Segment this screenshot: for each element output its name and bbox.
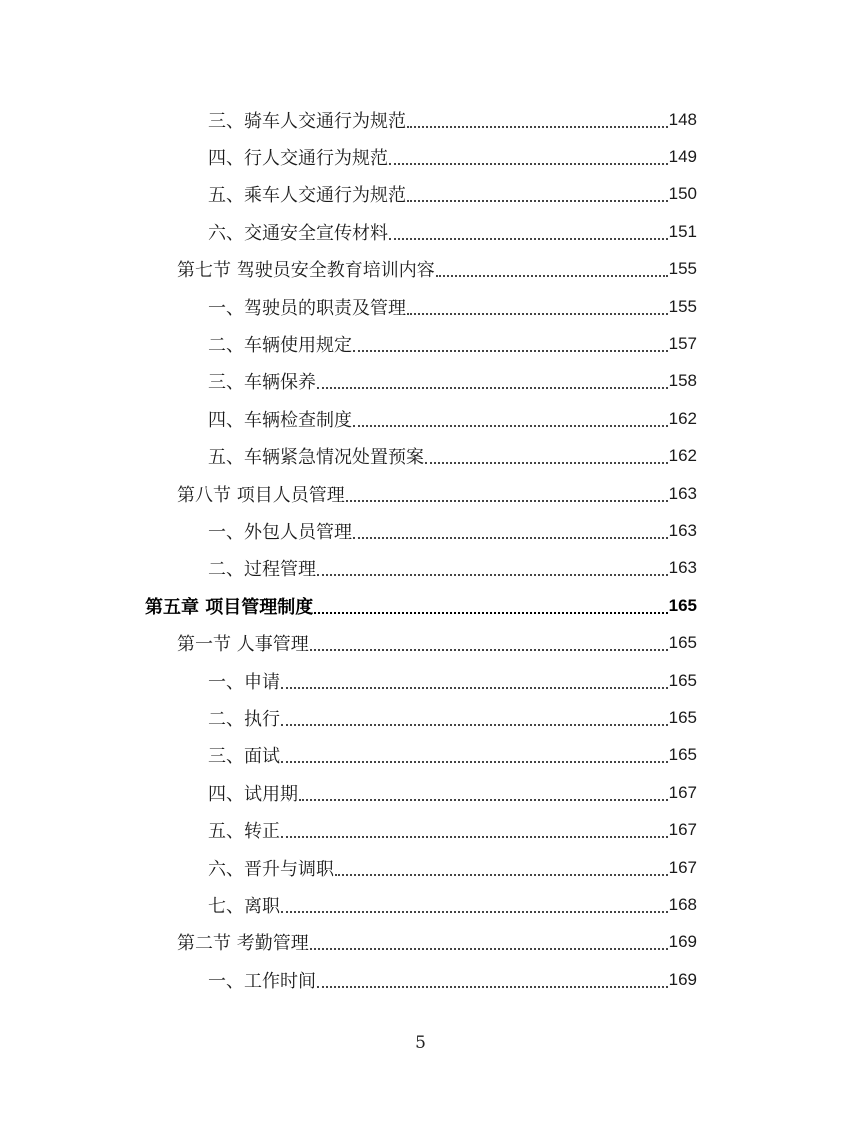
dot-leader	[346, 500, 668, 502]
toc-entry-title: 第五章 项目管理制度	[145, 596, 314, 618]
dot-leader	[425, 462, 668, 464]
toc-entry-page: 165	[668, 745, 697, 765]
dot-leader	[281, 724, 668, 726]
toc-entry[interactable]	[208, 512, 697, 549]
toc-entry[interactable]	[208, 438, 697, 475]
dot-leader	[317, 574, 668, 576]
toc-entry-title: 五、转正	[208, 821, 280, 843]
toc-entry[interactable]	[208, 886, 697, 923]
toc-chapter-entry[interactable]	[145, 587, 697, 624]
dot-leader	[317, 387, 668, 389]
toc-entry[interactable]	[208, 812, 697, 849]
dot-leader	[310, 948, 668, 950]
dot-leader	[335, 874, 668, 876]
toc-entry[interactable]	[208, 774, 697, 811]
toc-entry-page: 167	[668, 857, 697, 877]
toc-entry-title: 三、面试	[208, 746, 280, 768]
toc-entry-title: 一、外包人员管理	[208, 521, 352, 543]
toc-entry-page: 162	[668, 446, 697, 466]
toc-entry[interactable]	[208, 550, 697, 587]
dot-leader	[407, 200, 668, 202]
toc-entry[interactable]	[208, 400, 697, 437]
toc-entry-title: 五、乘车人交通行为规范	[208, 185, 406, 207]
dot-leader	[281, 836, 668, 838]
toc-entry-page: 169	[668, 932, 697, 952]
dot-leader	[389, 238, 668, 240]
toc-entry-title: 第二节 考勤管理	[177, 933, 309, 955]
toc-entry-title: 七、离职	[208, 895, 280, 917]
dot-leader	[407, 313, 668, 315]
toc-section-entry[interactable]	[177, 625, 697, 662]
toc-entry-page: 165	[668, 633, 697, 653]
toc-entry-page: 163	[668, 520, 697, 540]
toc-entry[interactable]	[208, 961, 697, 998]
toc-entry-page: 162	[668, 408, 697, 428]
dot-leader	[317, 986, 668, 988]
toc-entry-title: 六、交通安全宣传材料	[208, 222, 388, 244]
toc-entry[interactable]	[208, 363, 697, 400]
toc-entry[interactable]	[208, 849, 697, 886]
toc-entry-title: 第七节 驾驶员安全教育培训内容	[177, 260, 435, 282]
toc-entry-page: 165	[668, 670, 697, 690]
toc-entry-page: 151	[668, 221, 697, 241]
dot-leader	[353, 537, 668, 539]
toc-entry-page: 168	[668, 894, 697, 914]
toc-entry-title: 第八节 项目人员管理	[177, 484, 345, 506]
toc-entry[interactable]	[208, 101, 697, 138]
toc-entry-page: 167	[668, 782, 697, 802]
toc-entry-title: 第一节 人事管理	[177, 634, 309, 656]
toc-entry-title: 四、车辆检查制度	[208, 409, 352, 431]
toc-entry-page: 163	[668, 558, 697, 578]
toc-entry-page: 157	[668, 333, 697, 353]
toc-entry-title: 一、工作时间	[208, 970, 316, 992]
toc-entry[interactable]	[208, 662, 697, 699]
toc-entry-title: 六、晋升与调职	[208, 858, 334, 880]
dot-leader	[353, 350, 668, 352]
toc-section-entry[interactable]	[177, 475, 697, 512]
toc-entry-page: 165	[668, 707, 697, 727]
toc-entry-title: 二、过程管理	[208, 559, 316, 581]
toc-entry-page: 158	[668, 371, 697, 391]
toc-entry-title: 三、车辆保养	[208, 372, 316, 394]
toc-entry-page: 155	[668, 259, 697, 279]
dot-leader	[314, 612, 667, 614]
toc-entry[interactable]	[208, 325, 697, 362]
toc-entry[interactable]	[208, 138, 697, 175]
toc-entry-title: 二、执行	[208, 708, 280, 730]
toc-entry-title: 四、试用期	[208, 783, 298, 805]
toc-entry-title: 五、车辆紧急情况处置预案	[208, 447, 424, 469]
dot-leader	[299, 799, 668, 801]
toc-entry-title: 一、申请	[208, 671, 280, 693]
dot-leader	[310, 649, 668, 651]
toc-entry-page: 167	[668, 820, 697, 840]
toc-entry[interactable]	[208, 699, 697, 736]
toc-entry[interactable]	[208, 176, 697, 213]
dot-leader	[353, 425, 668, 427]
dot-leader	[407, 126, 668, 128]
toc-entry-title: 一、驾驶员的职责及管理	[208, 297, 406, 319]
toc-entry-title: 四、行人交通行为规范	[208, 147, 388, 169]
toc-entry-page: 163	[668, 483, 697, 503]
page-number: 5	[415, 1033, 426, 1053]
toc-entry[interactable]	[208, 213, 697, 250]
toc-entry-page: 150	[668, 184, 697, 204]
dot-leader	[281, 911, 668, 913]
dot-leader	[436, 275, 668, 277]
toc-entry-page: 149	[668, 146, 697, 166]
toc-entry-page: 148	[668, 109, 697, 129]
toc-entry-title: 二、车辆使用规定	[208, 334, 352, 356]
toc-entry-title: 三、骑车人交通行为规范	[208, 110, 406, 132]
toc-entry-page: 155	[668, 296, 697, 316]
toc-entry-page: 165	[668, 595, 697, 615]
toc-entry[interactable]	[208, 288, 697, 325]
toc-section-entry[interactable]	[177, 251, 697, 288]
dot-leader	[281, 761, 668, 763]
toc-entry-page: 169	[668, 969, 697, 989]
toc-section-entry[interactable]	[177, 924, 697, 961]
toc-entry[interactable]	[208, 737, 697, 774]
dot-leader	[389, 163, 668, 165]
dot-leader	[281, 687, 668, 689]
